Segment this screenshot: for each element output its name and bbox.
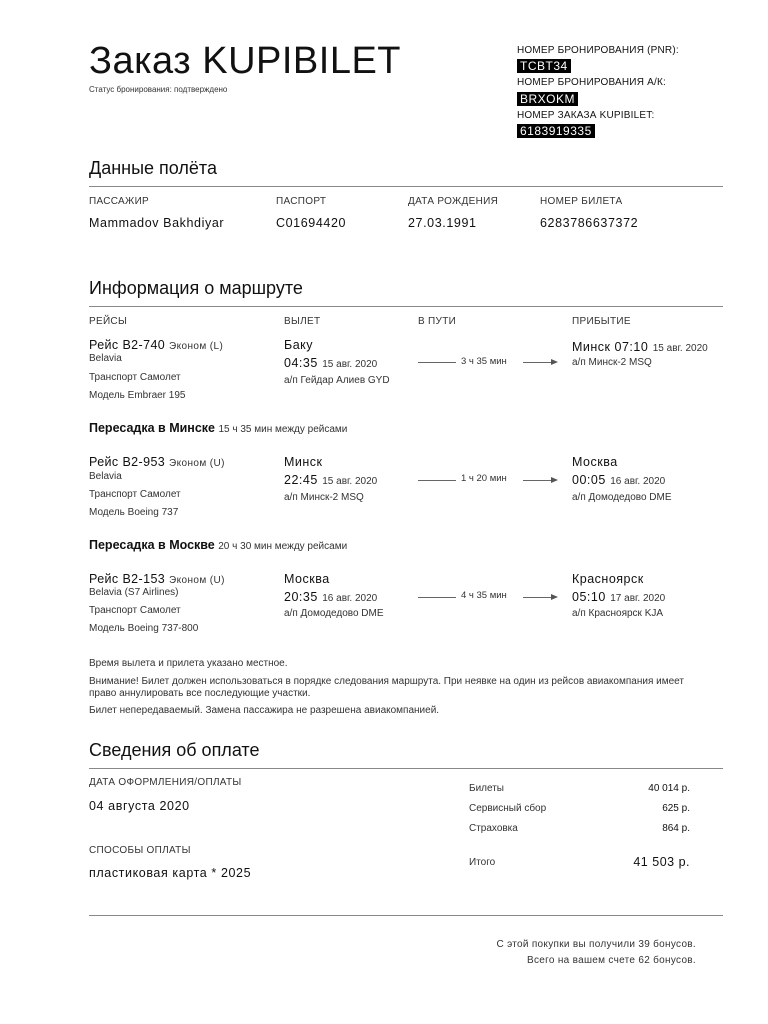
birthdate-col-header: ДАТА РОЖДЕНИЯ <box>408 196 499 207</box>
arrival-city-time: Минск 07:10 15 авг. 2020 <box>572 340 708 354</box>
aircraft-model: Модель Embraer 195 <box>89 390 186 401</box>
order-number-label: НОМЕР ЗАКАЗА KUPIBILET: <box>517 110 655 121</box>
passport-col-header: ПАСПОРТ <box>276 196 327 207</box>
arrival-col-header: ПРИБЫТИЕ <box>572 316 631 327</box>
arrival-datetime: 00:05 16 авг. 2020 <box>572 473 666 487</box>
in-transit-col-header: В ПУТИ <box>418 316 457 327</box>
flight-number: Рейс B2-740 Эконом (L) <box>89 338 224 352</box>
departure-airport: а/п Минск-2 MSQ <box>284 492 364 503</box>
aircraft-model: Модель Boeing 737 <box>89 507 179 518</box>
arrow-right-icon <box>551 477 558 483</box>
payment-heading: Сведения об оплате <box>89 740 260 760</box>
flights-col-header: РЕЙСЫ <box>89 316 128 327</box>
arrival-airport: а/п Домодедово DME <box>572 492 672 503</box>
flight-data-heading: Данные полёта <box>89 158 217 178</box>
transport-type: Транспорт Самолет <box>89 372 181 383</box>
departure-city: Минск <box>284 455 323 469</box>
airline-booking-value: BRXOKM <box>517 92 578 106</box>
booking-status: Статус бронирования: подтверждено <box>89 85 228 94</box>
airline-name: Belavia <box>89 471 122 482</box>
route-heading: Информация о маршруте <box>89 278 303 298</box>
total-label: Итого <box>469 857 496 868</box>
total-amount: 41 503 р. <box>633 855 690 869</box>
flight-duration: 3 ч 35 мин <box>461 356 507 367</box>
transfer-info: Пересадка в Москве 20 ч 30 мин между рейсами <box>89 538 348 552</box>
pnr-value: TCBT34 <box>517 59 571 73</box>
arrow-right-icon <box>551 359 558 365</box>
airline-name: Belavia (S7 Airlines) <box>89 587 179 598</box>
bonus-total: Всего на вашем счете 62 бонусов. <box>527 955 696 966</box>
flight-number: Рейс B2-153 Эконом (U) <box>89 572 225 586</box>
duration-line <box>418 597 456 598</box>
divider <box>89 186 723 187</box>
arrow-right-icon <box>551 594 558 600</box>
insurance-label: Страховка <box>469 823 518 834</box>
passenger-name: Mammadov Bakhdiyar <box>89 216 225 230</box>
transfer-info: Пересадка в Минске 15 ч 35 мин между рейсами <box>89 421 348 435</box>
passenger-col-header: ПАССАЖИР <box>89 196 150 207</box>
departure-datetime: 20:35 16 авг. 2020 <box>284 590 378 604</box>
aircraft-model: Модель Boeing 737-800 <box>89 623 199 634</box>
flight-duration: 1 ч 20 мин <box>461 473 507 484</box>
ticket-col-header: НОМЕР БИЛЕТА <box>540 196 623 207</box>
airline-booking-label: НОМЕР БРОНИРОВАНИЯ А/К: <box>517 77 666 88</box>
payment-method-value: пластиковая карта * 2025 <box>89 866 252 880</box>
insurance-amount: 864 р. <box>662 823 690 834</box>
duration-line <box>523 362 551 363</box>
payment-date-value: 04 августа 2020 <box>89 799 190 813</box>
flight-duration: 4 ч 35 мин <box>461 590 507 601</box>
arrival-city: Москва <box>572 455 618 469</box>
ticket-number: 6283786637372 <box>540 216 639 230</box>
divider <box>89 306 723 307</box>
departure-datetime: 04:35 15 авг. 2020 <box>284 356 378 370</box>
note-local-time: Время вылета и прилета указано местное. <box>89 658 288 669</box>
duration-line <box>418 480 456 481</box>
transport-type: Транспорт Самолет <box>89 489 181 500</box>
service-fee-label: Сервисный сбор <box>469 803 547 814</box>
payment-method-label: СПОСОБЫ ОПЛАТЫ <box>89 845 191 856</box>
arrival-datetime: 05:10 17 авг. 2020 <box>572 590 666 604</box>
page-title: Заказ KUPIBILET <box>89 40 402 82</box>
note-non-transferable: Билет непередаваемый. Замена пассажира не разрешена авиакомпанией. <box>89 705 440 716</box>
departure-col-header: ВЫЛЕТ <box>284 316 321 327</box>
departure-city: Москва <box>284 572 330 586</box>
arrival-airport: а/п Минск-2 MSQ <box>572 357 652 368</box>
duration-line <box>418 362 456 363</box>
arrival-city: Красноярск <box>572 572 644 586</box>
arrival-airport: а/п Красноярск KJA <box>572 608 664 619</box>
bonus-earned: С этой покупки вы получили 39 бонусов. <box>496 939 696 950</box>
divider <box>89 768 723 769</box>
order-number-value: 6183919335 <box>517 124 595 138</box>
pnr-label: НОМЕР БРОНИРОВАНИЯ (PNR): <box>517 45 679 56</box>
divider <box>89 915 723 916</box>
departure-datetime: 22:45 15 авг. 2020 <box>284 473 378 487</box>
departure-airport: а/п Домодедово DME <box>284 608 384 619</box>
tickets-label: Билеты <box>469 783 504 794</box>
tickets-amount: 40 014 р. <box>648 783 690 794</box>
service-fee-amount: 625 р. <box>662 803 690 814</box>
passport-number: C01694420 <box>276 216 347 230</box>
flight-number: Рейс B2-953 Эконом (U) <box>89 455 225 469</box>
transport-type: Транспорт Самолет <box>89 605 181 616</box>
duration-line <box>523 480 551 481</box>
departure-city: Баку <box>284 338 314 352</box>
airline-name: Belavia <box>89 353 122 364</box>
birth-date: 27.03.1991 <box>408 216 477 230</box>
payment-date-label: ДАТА ОФОРМЛЕНИЯ/ОПЛАТЫ <box>89 777 242 788</box>
duration-line <box>523 597 551 598</box>
departure-airport: а/п Гейдар Алиев GYD <box>284 375 390 386</box>
note-warning: Внимание! Билет должен использоваться в порядке следования маршрута. При неявке на один из рейсов авиакомпания имеет право аннулировать все последующие участки. <box>89 676 684 699</box>
